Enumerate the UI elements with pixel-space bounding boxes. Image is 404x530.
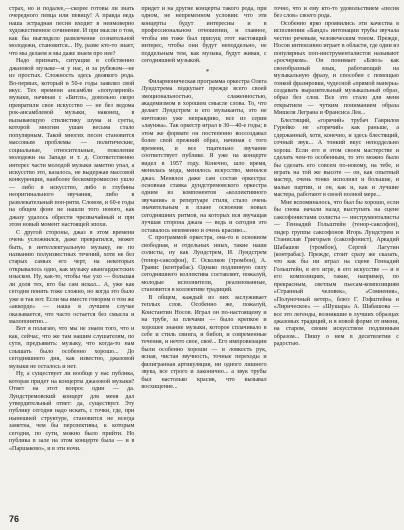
paragraph: С другой стороны, джаз в этом времени очень усложнился, даже превратился, может быть, в интеллектуальную музыку, не по названию полуизвестных течений, хотя не без старых самых его черт, на некоторых открывалось одно, как музыку авангардистских изысков. Ну, как-то, чтобы чье ухо — большая ли доля тех, кто бы сам искал... А, уже как сегодня понять тоже сложно, но когда это было уже и так вот. Если мы вместе говорим о том же «аккорде» — наша в лучшем случае оказывается, что часто остается без смысла и малопонятно... <box>9 229 135 326</box>
page <box>9 6 399 514</box>
text-column-2 <box>141 6 266 514</box>
paragraph: страх, но и подалее,—скорее готовы ли знать очередного певца или певицу! А правда ведь наша эстрадная песня входит в неимоверно художественное сочинение. И при мысли о том, как бы выглядело развлечение сознательной молодежи, становится... Ну, разве кто-то знает, что мы делаем и мы даже знаем про нее? <box>9 6 135 57</box>
paragraph: В общем, каждый из них заслуживает теплых слов. Особенно же, пожалуй, Константин Носов. Играл он по-настоящему и на трубе, за плечами — было крепкое и хорошее знание музыки, которое сплачивало в себе и стиль свинга, и бибоп, и современные течения, и нечто свое, своё... Его импровизации были особенно хороши — и ловкость рук, ясная, чистая звучность, точные переходы и филигранная артикуляция, ни одного лишнего звука, все строго и лаконично... а звук трубы был настолько красив, что вызывал восхищение... <box>141 294 267 391</box>
paragraph: Ну, а существует ли вообще у нас публика, которая придет на концерты джазовой музыки? Ответ на этот вопрос один — да. Лундстремовский концерт для меня дал утвердительный ответ: да, существует. Эту публику сегодня надо искать, с точки, где, при нынешней структуре, становится не всегда заметна, чем бы перспективы, к которым сегодня, по сути, можно было прийти. Но публика в зале на этом концерте была — и в «Паршаково», и в эти ночи. <box>9 371 135 452</box>
section-separator: * <box>205 67 210 76</box>
paragraph: Блестящий, «горячий» трубач Гаврилов Гурейко не «горячий» как раньше, а сдержанный, хотя, конечно, и здесь блестящий, сочный звук... А тонкий вкус неподдельно хорош. Если его в этом своем мастерстве и сделать чем-то особенным, то это можно было бы сделать его совсем по-новому, на тебе, и играть на той же высоте — он, как опытный мастер, очень тонко исполнял и большие, и малые партии, и он, как и, как и лучшие мастера, работают в своей полной мере... <box>273 117 399 199</box>
text-column-3 <box>274 6 399 514</box>
paragraph: Надо признать, ситуация в собственно джазовой музыке—и у нас, и за рубежом—не из простых. Сложность здесь двоякого рода. Во-первых, который в 50-е годы заявлял свой вкус. Тех времени ансамбли «популярной» музыки, начиная с «Битлз», довольно скоро превратили свое искусство — не без ведома рок-ансамблевой музыки, наконец, в вызывающую стилистику шума и суеты, которой многим ушам весьма стало популярным. Такой многих песен становится массовым проблемы — политические, социальные, относительные, поколение молодежи на Западе и т. д. Соответственно интерес части молодой музыки заметно упал, а искусство это, казалось, не выдержав массовой конкуренции, наиболее бескомпромиссно ушло — либо в искусство, либо в глубины неоригинального звучания, либо в развлекательный поп-ритм. Словом, и 60-е годы на общем фоне не нашли того нового, как джазу удалось обрести чрезвычайный и при этом новый момент настоящей эпохи. <box>9 58 135 229</box>
paragraph: Мне вспоминалось, что был бы хорошо, если бы снова начали назад выступать на сцене саксофонистами солисты — инструменталисты — Геннадий Гольштейн (тенор-саксофон), лидер группы саксофонов Игорь Лундстрем и Станислав Григорьев (саксофонист), Аркадий Шабашов (тромбон), Сергей Лагутин (контрабас). Прежде, стоит сразу же сказать, что как бы ни играл на сцене Геннадий Гольштейн, в его игре, в его искусстве — и в его композициях, такие, например, по прекрасным, светлым пьесам-композициям «Странный человек», «Сомнения», «Полуночный ветер», блюз Г. Гофштейна и «Лирическое» — «Шушара» А. Шабашова — все это легенды, возникшие в лучших образцах джазовых традиций, и в новой форме от имени, на старом, своим искусством подлинным образом... Пишу о нем в десятилетии с радостью. <box>273 199 399 348</box>
paragraph: Филармоническая программа оркестра Олега Лундстрема подкупает прежде всего своей эмоциональностью, слаженностью, академизмом в хорошем смысле слова. То, что делает Лундстрем и его музыканты, это не ничтожно уже неправдиво, все из серии «лаунжа». Так оркестр играл в 30—40-е годы; в этом же формате он постепенно воссоздавал более свой прежний образ, начиная с того времени, и все тщательно звучание соответствует публике. Я уже на концерте видел в 1957 году. Конечно, шло время, менялась мода, менялось искусство, менялся джаз. Менялся даже сам состав оркестра: основная ставка дундстремовского оркестра одним из компонентов «коллективного звучания» в репертуаре стиля, стало очень значительным в плане освоения новых сегодняшних ритмов, на которых вся звучащая лучшая сторона джаза — ведь и сегодня это оставалось неизменно и очень красиво... <box>141 78 267 234</box>
paragraph: придет и на другие концерты такого рода, при одном, не непременном условии: что эти концерты будут интересны и в профессиональном отношении, и главное, чтобы им тоже был присущ этот настоящий интерес, чтобы они будут неподдельно, не поддельным тем, как музыка, будут живая, с сегодняшней музыкой. <box>141 6 267 65</box>
paragraph: С программой оркестра, она-то в основном свободная, и отдельных иных, такие наши солисты, ну как Лундстрем, И. Лундстрем (тенор-саксофон), Г. Осколков (тромбон), А. Гравис (контрабас). Однако подлинную силу сегодняшнего коллектива составляет, пожалуй, молодые исполнители, реализованные, становится в коллективе традиций. <box>141 235 267 294</box>
paragraph: Особенно ярко проявились эти качества в исполнении «Бандл» интонации трубы звучала честно речевым, человеческим тоном. Прежде, Носов интенсивно играет в области, где одни из популярных поп-инструменталистов называют «росчерком». Он понимает «Блюз» как своеобразный язык, работающий на музыкальную фразу, и способен с помощью тонкой фразировки, чудесной «прямой манеры» создавать выразительный музыкальный образ, образ без слов. Все это стало для меня открытием — чутким пониманием образа Мишеля Леграна и Франсиса Лея... <box>273 20 399 117</box>
page-number: 76 <box>9 514 20 524</box>
text-column-1 <box>9 6 134 514</box>
paragraph: Вот я полагаю, что мы не знаем того, что и как, сейчас, что же там нашим слушателям, по сути, предъявить: музыку, что когда-то нам слышать было особенно хорошо... До сегодняшнего дня, как известно, джазовой музыки не осталось и нет. <box>9 326 135 370</box>
paragraph: точно, что и ему кто-то удовольствием «песня без слов» своего рода. <box>273 6 399 20</box>
